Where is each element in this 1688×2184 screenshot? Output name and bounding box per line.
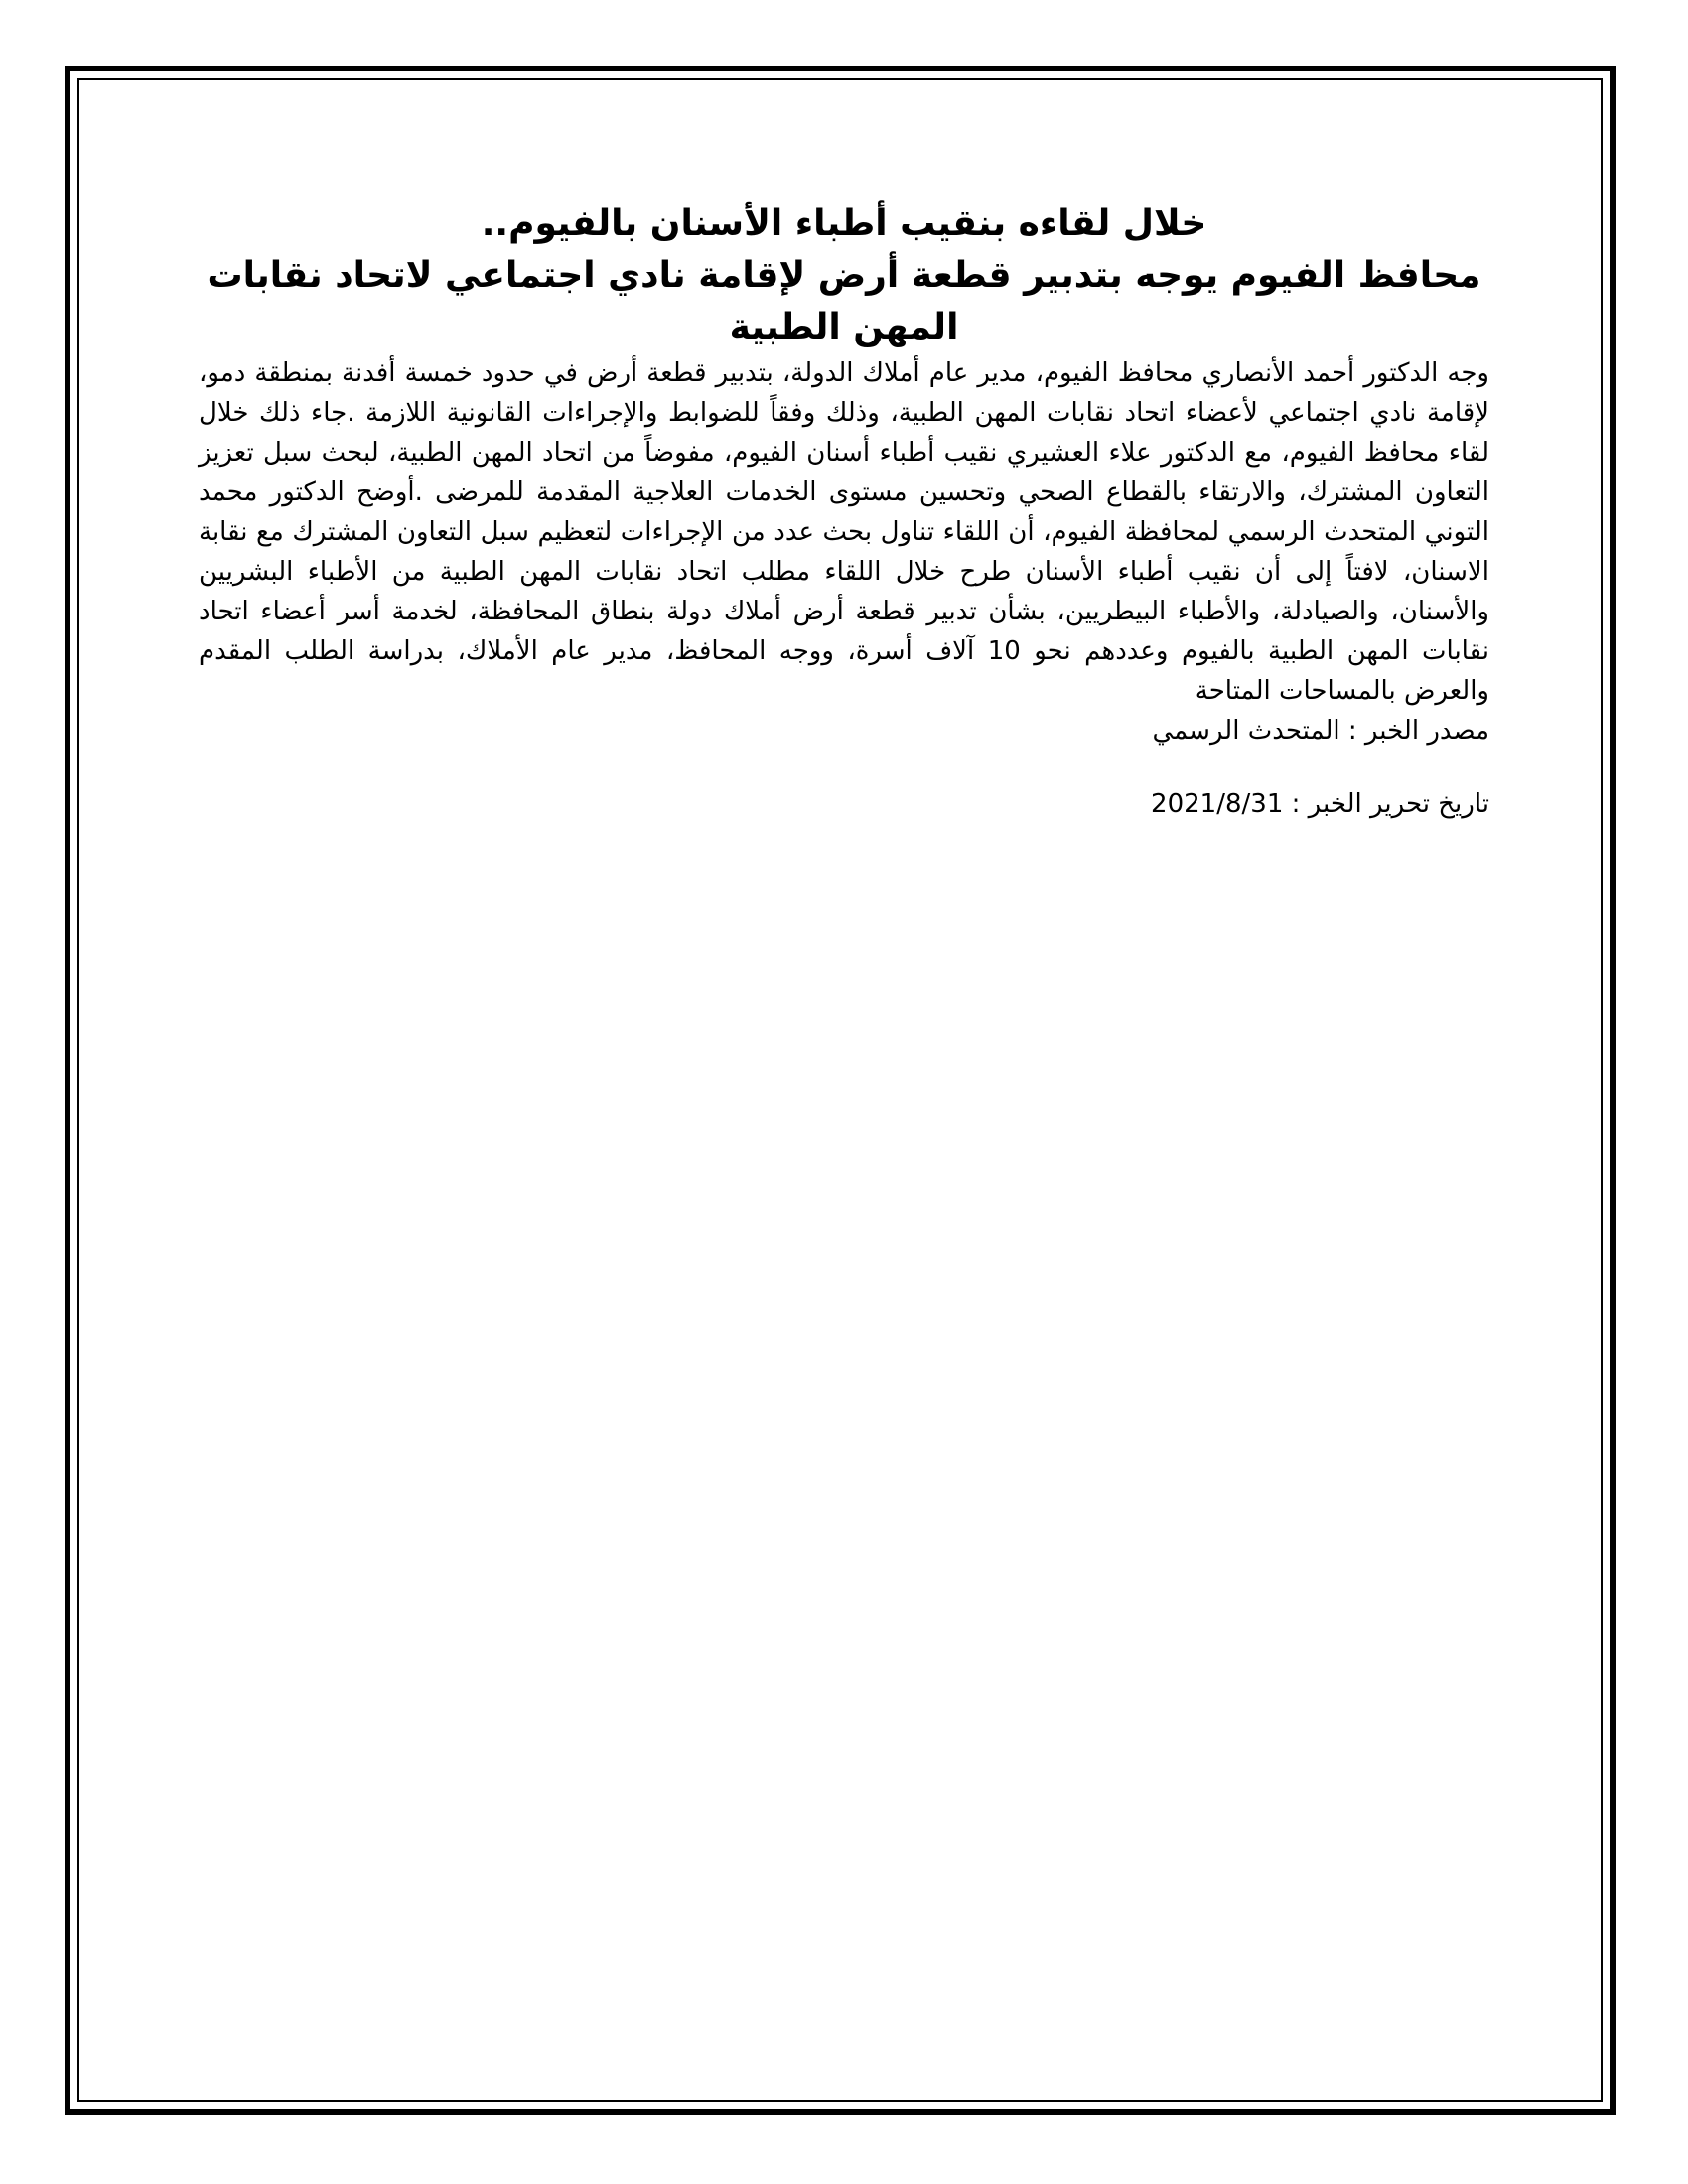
news-article	[199, 199, 1489, 824]
article-kicker: خلال لقاءه بنقيب أطباء الأسنان بالفيوم..	[481, 204, 1207, 244]
article-body: وجه الدكتور أحمد الأنصاري محافظ الفيوم، مدير عام أملاك الدولة، بتدبير قطعة أرض في حدود خمسة أفدنة بمنطقة دمو، لإقامة نادي اجتماعي لأعضاء اتحاد نقابات المهن الطبية، وذلك وفقاً للضوابط والإجراءات القانونية اللازمة .جاء ذلك خلال لقاء محافظ الفيوم، مع الدكتور علاء العشيري نقيب أطباء أسنان الفيوم، مفوضاً من اتحاد المهن الطبية، لبحث سبل تعزيز التعاون المشترك، والارتقاء بالقطاع الصحي وتحسين مستوى الخدمات العلاجية المقدمة للمرضى .أوضح الدكتور محمد التوني المتحدث الرسمي لمحافظة الفيوم، أن اللقاء تناول بحث عدد من الإجراءات لتعظيم سبل التعاون المشترك مع نقابة الاسنان، لافتاً إلى أن نقيب أطباء الأسنان طرح خلال اللقاء مطلب اتحاد نقابات المهن الطبية من الأطباء البشريين والأسنان، والصيادلة، والأطباء البيطريين، بشأن تدبير قطعة أرض أملاك دولة بنطاق المحافظة، لخدمة أسر أعضاء اتحاد نقابات المهن الطبية بالفيوم وعددهم نحو 10 آلاف أسرة، ووجه المحافظ، مدير عام الأملاك، بدراسة الطلب المقدم والعرض بالمساحات المتاحة	[199, 358, 1489, 706]
edit-date: تاريخ تحرير الخبر : 2021/8/31	[1151, 789, 1489, 819]
article-headline: محافظ الفيوم يوجه بتدبير قطعة أرض لإقامة نادي اجتماعي لاتحاد نقابات المهن الطبية	[207, 255, 1481, 347]
news-source: مصدر الخبر : المتحدث الرسمي	[1152, 716, 1489, 746]
